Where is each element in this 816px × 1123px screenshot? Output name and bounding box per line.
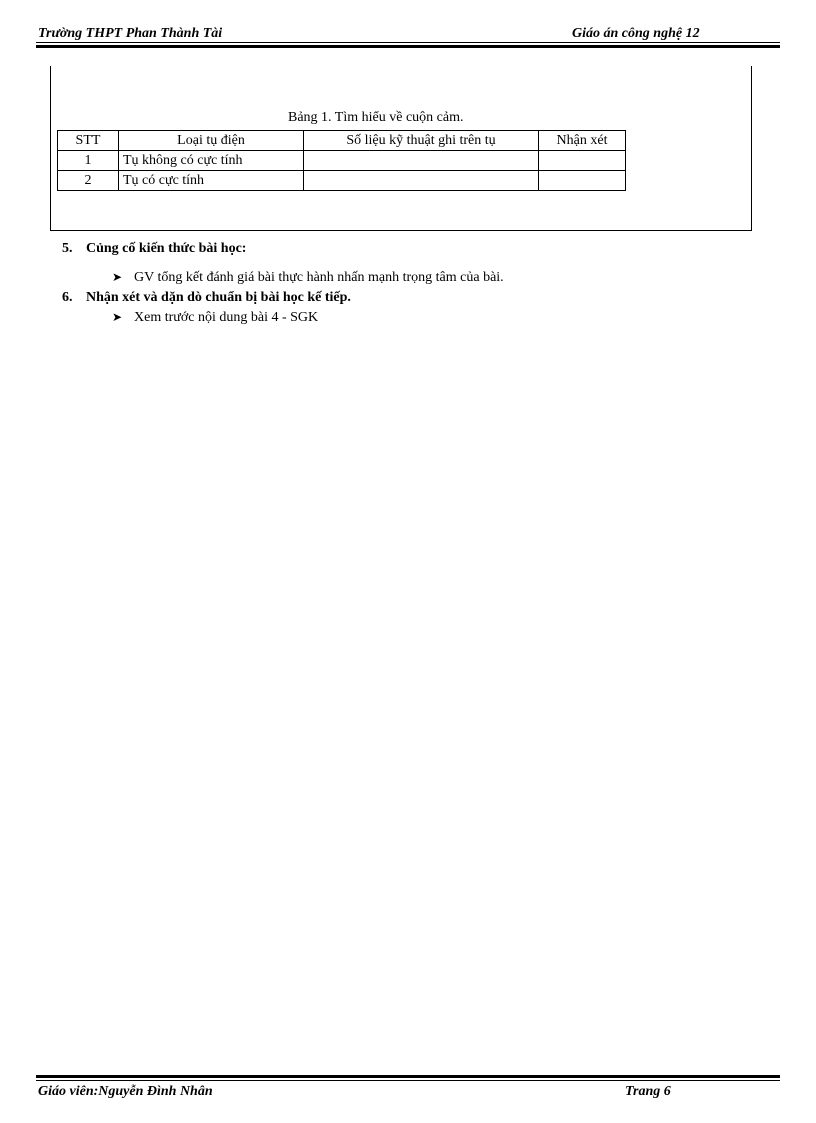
- header-school: Trường THPT Phan Thành Tài: [38, 26, 223, 41]
- table-cell: [539, 151, 626, 171]
- section-title: Củng cố kiến thức bài học:: [86, 241, 247, 256]
- table-cell: [539, 171, 626, 191]
- header-subject: Giáo án công nghệ 12: [572, 26, 700, 41]
- header-rule-thick: [36, 45, 780, 48]
- col-header-remarks: Nhận xét: [539, 131, 626, 151]
- footer-rule-thin: [36, 1080, 780, 1081]
- table-cell: 2: [58, 171, 119, 191]
- col-header-stt: STT: [58, 131, 119, 151]
- section-number: 5.: [62, 241, 73, 256]
- footer-rule-thick: [36, 1075, 780, 1078]
- table-row: [58, 151, 626, 171]
- section-6-heading: [62, 290, 351, 306]
- table-cell: Tụ có cực tính: [119, 171, 304, 191]
- arrow-bullet-icon: ➤: [112, 270, 123, 284]
- list-item: [112, 270, 504, 286]
- bullet-text: GV tổng kết đánh giá bài thực hành nhấn mạnh trọng tâm của bài.: [134, 270, 504, 285]
- col-header-type: Loại tụ điện: [119, 131, 304, 151]
- section-title: Nhận xét và dặn dò chuẩn bị bài học kế tiếp.: [86, 290, 351, 305]
- table-cell: 1: [58, 151, 119, 171]
- col-header-specs: Số liệu kỹ thuật ghi trên tụ: [304, 131, 539, 151]
- table-header-row: [58, 131, 626, 151]
- section-number: 6.: [62, 290, 73, 305]
- capacitor-table: [57, 130, 626, 191]
- bullet-text: Xem trước nội dung bài 4 - SGK: [134, 310, 319, 325]
- header-rule-thin: [36, 42, 780, 43]
- table-cell: [304, 151, 539, 171]
- footer-page-number: Trang 6: [625, 1084, 671, 1099]
- list-item: [112, 310, 318, 326]
- table-caption: Bảng 1. Tìm hiểu về cuộn cảm.: [288, 110, 464, 125]
- table-cell: [304, 171, 539, 191]
- footer-teacher: Giáo viên:Nguyễn Đình Nhân: [38, 1084, 213, 1099]
- section-5-heading: [62, 241, 246, 257]
- table-row: [58, 171, 626, 191]
- table-cell: Tụ không có cực tính: [119, 151, 304, 171]
- arrow-bullet-icon: ➤: [112, 310, 123, 324]
